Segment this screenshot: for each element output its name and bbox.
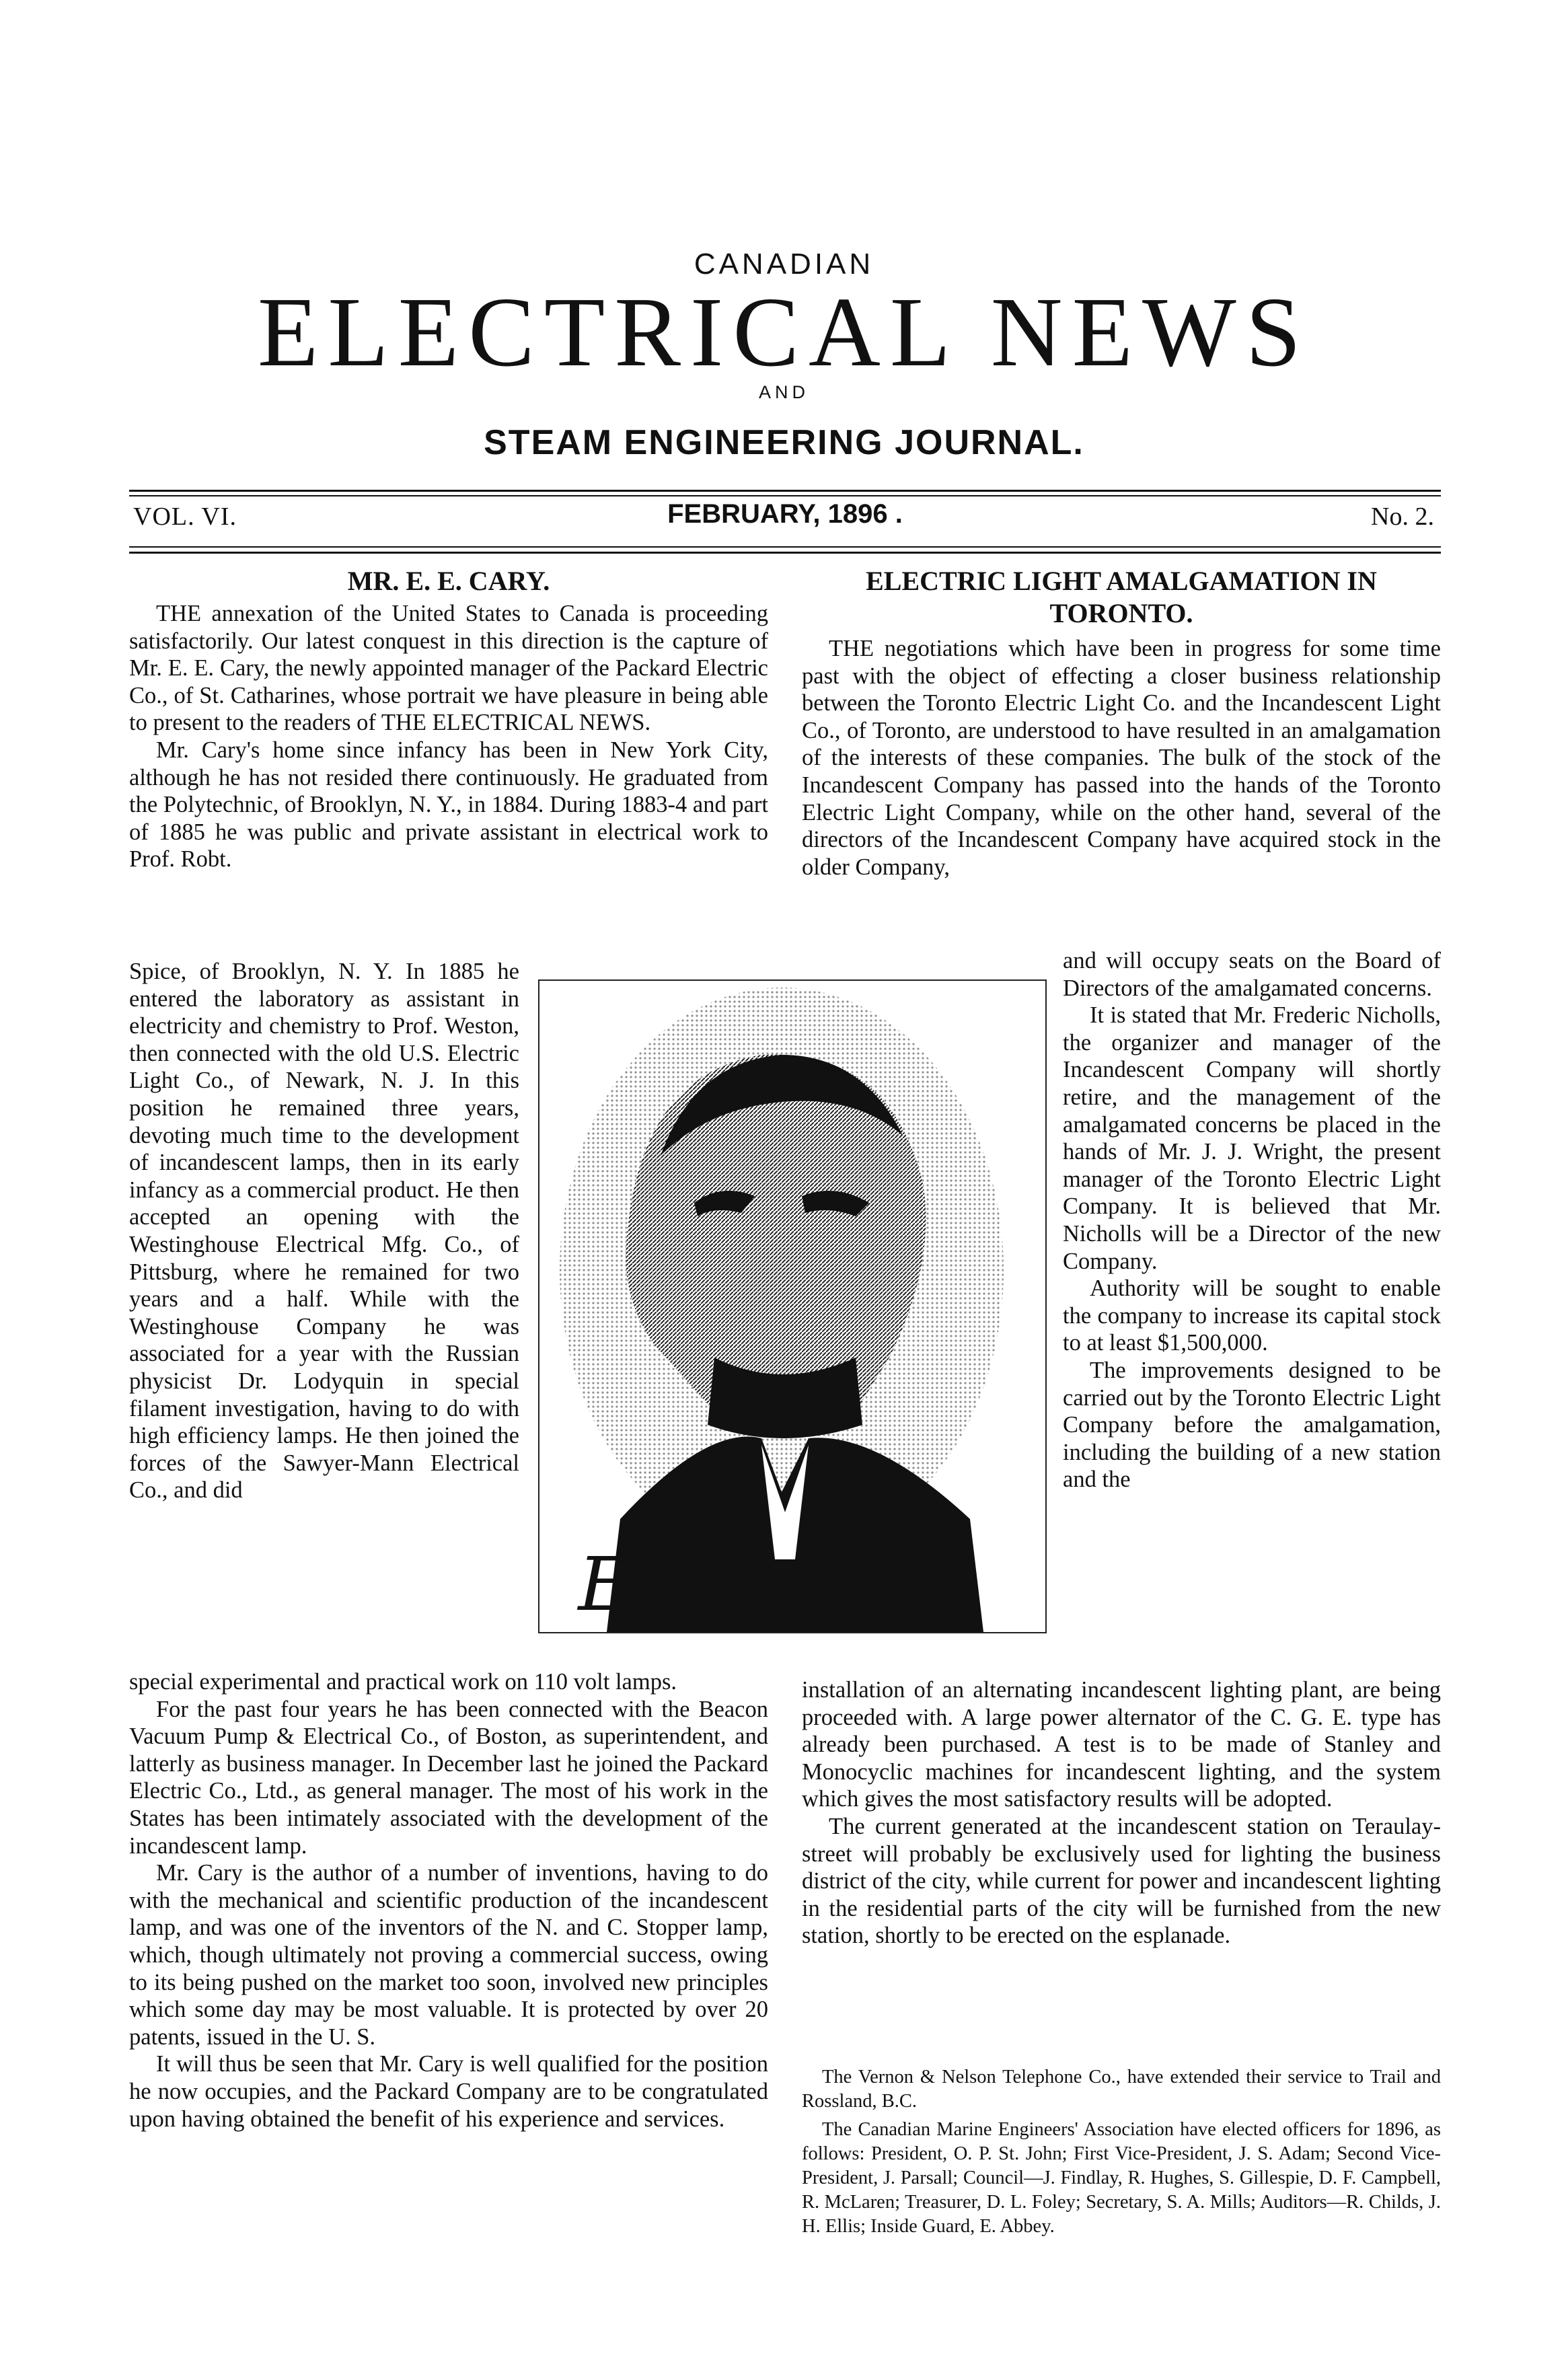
top-rule-inner bbox=[129, 495, 1441, 496]
masthead-kicker: CANADIAN bbox=[694, 248, 874, 281]
issue-number: No. 2. bbox=[1371, 503, 1434, 531]
paragraph: For the past four years he has been connected with the Beacon Vacuum Pump & Electrical Co., of Boston, as superintendent, and latterly as business manager. In December last he joined the Packard Electric Co., Ltd., as general manager. The most of his work in the States has been intimately associated with the development of the incandescent lamp. bbox=[129, 1696, 768, 1859]
article-cary-narrow bbox=[129, 958, 519, 1504]
paragraph: installation of an alternating incandescent lighting plant, are being proceeded with. A large power alternator of the C. G. E. type has already been purchased. A test is to be made of Stanley and Monocyclic machines for incandescent lighting, and the system which gives the most satisfactory results will be adopted. bbox=[802, 1677, 1441, 1812]
article-amalgamation-bottom bbox=[802, 1676, 1441, 1950]
paragraph: Mr. Cary's home since infancy has been in New York City, although he has not resided there continuously. He graduated from the Polytechnic, of Brooklyn, N. Y., in 1884. During 1883-4 and part of 1885 he was public and private assistant in electrical work to Prof. Robt. bbox=[129, 737, 768, 873]
dateline-rule-inner bbox=[129, 552, 1441, 554]
masthead-subtitle: STEAM ENGINEERING JOURNAL. bbox=[484, 423, 1084, 462]
paragraph: THE annexation of the United States to Canada is proceeding satisfactorily. Our latest conquest in this direction is the capture of Mr. E. E. Cary, the newly appointed manager of the Packard Electric Co., of St. Catharines, whose portrait we have pleasure in being able to present to the readers of THE ELECTRICAL NEWS. bbox=[129, 601, 768, 736]
masthead-title: ELECTRICAL NEWS bbox=[257, 277, 1311, 387]
issue-date: FEBRUARY, 1896 . bbox=[667, 499, 903, 529]
portrait-engraving bbox=[539, 981, 1045, 1632]
paragraph: The current generated at the incandescent station on Teraulay-street will probably be exclusively used for lighting the business district of the city, while current for power and incandescent lighting in the residential parts of the city will be furnished from the new station, shortly to be erected on the esplanade. bbox=[802, 1813, 1441, 1949]
paragraph: Mr. Cary is the author of a number of inventions, having to do with the mechanical and scientific production of the incandescent lamp, and was one of the inventors of the N. and C. Stopper lamp, which, though ultimately not proving a commercial success, owing to its being pushed on the market too soon, involved new principles which some day may be most valuable. It is protected by over 20 patents, issued in the U. S. bbox=[129, 1860, 768, 2050]
news-notes bbox=[802, 2065, 1441, 2243]
paragraph: Spice, of Brooklyn, N. Y. In 1885 he entered the laboratory as assistant in electricity and chemistry to Prof. Weston, then connected with the old U.S. Electric Light Co., of Newark, N. J. In this position he remained three years, devoting much time to the development of incandescent lamps, then in its early infancy as a commercial product. He then accepted an opening with the Westinghouse Electrical Mfg. Co., of Pittsburg, where he remained for two years and a half. While with the Westinghouse Company he was associated for a year with the Russian physicist Dr. Lodyquin in special filament investigation, having to do with high efficiency lamps. He then joined the forces of the Sawyer-Mann Electrical Co., and did bbox=[129, 959, 519, 1504]
article-heading-cary: MR. E. E. CARY. bbox=[347, 566, 550, 596]
paragraph: The improvements designed to be carried out by the Toronto Electric Light Company before the amalgamation, including the building of a new station and the bbox=[1063, 1357, 1441, 1493]
article-cary-top bbox=[129, 600, 768, 873]
top-rule bbox=[129, 490, 1441, 492]
portrait-signature: E. E. Cary bbox=[578, 1541, 959, 1627]
paragraph: It will thus be seen that Mr. Cary is well qualified for the position he now occupies, and the Packard Company are to be congratulated upon having obtained the benefit of his experience and services. bbox=[129, 2051, 768, 2132]
portrait-image bbox=[538, 979, 1047, 1633]
paragraph: and will occupy seats on the Board of Directors of the amalgamated concerns. bbox=[1063, 948, 1441, 1001]
masthead-and: AND bbox=[758, 382, 809, 402]
paragraph: special experimental and practical work on 110 volt lamps. bbox=[129, 1669, 677, 1695]
article-amalgamation-top bbox=[802, 635, 1441, 881]
note-item: The Canadian Marine Engineers' Association have elected officers for 1896, as follows: President, O. P. St. John; First Vice-President, J. S. Adam; Second Vice-President, J. Parsall; Council—J. Findlay, R. Hughes, S. Gillespie, D. F. Campbell, R. McLaren; Treasurer, D. L. Foley; Secretary, S. A. Mills; Auditors—R. Childs, J. H. Ellis; Inside Guard, E. Abbey. bbox=[802, 2119, 1441, 2237]
heading-line: TORONTO. bbox=[1049, 598, 1193, 628]
article-cary-bottom bbox=[129, 1668, 768, 2133]
dateline bbox=[129, 498, 1441, 538]
paragraph: Authority will be sought to enable the company to increase its capital stock to at least $1,500,000. bbox=[1063, 1275, 1441, 1356]
paragraph: THE negotiations which have been in progress for some time past with the object of effecting a closer business relationship between the Toronto Electric Light Co. and the Incandescent Light Co., of Toronto, are understood to have resulted in an amalgamation of the interests of these companies. The bulk of the stock of the Incandescent Company has passed into the hands of the Toronto Electric Light Company, while on the other hand, several of the directors of the Incandescent Company have acquired stock in the older Company, bbox=[802, 636, 1441, 880]
article-amalgamation-narrow bbox=[1063, 947, 1441, 1493]
heading-line: ELECTRIC LIGHT AMALGAMATION IN bbox=[866, 566, 1377, 596]
volume-label: VOL. VI. bbox=[133, 503, 237, 531]
dateline-rule bbox=[129, 546, 1441, 548]
note-item: The Vernon & Nelson Telephone Co., have extended their service to Trail and Rossland, B.C. bbox=[802, 2067, 1441, 2112]
article-heading-amalgamation bbox=[802, 565, 1441, 630]
paragraph: It is stated that Mr. Frederic Nicholls, the organizer and manager of the Incandescent Company will shortly retire, and the management of the amalgamated concerns be placed in the hands of Mr. J. J. Wright, the present manager of the Toronto Electric Light Company. It is believed that Mr. Nicholls will be a Director of the new Company. bbox=[1063, 1002, 1441, 1274]
